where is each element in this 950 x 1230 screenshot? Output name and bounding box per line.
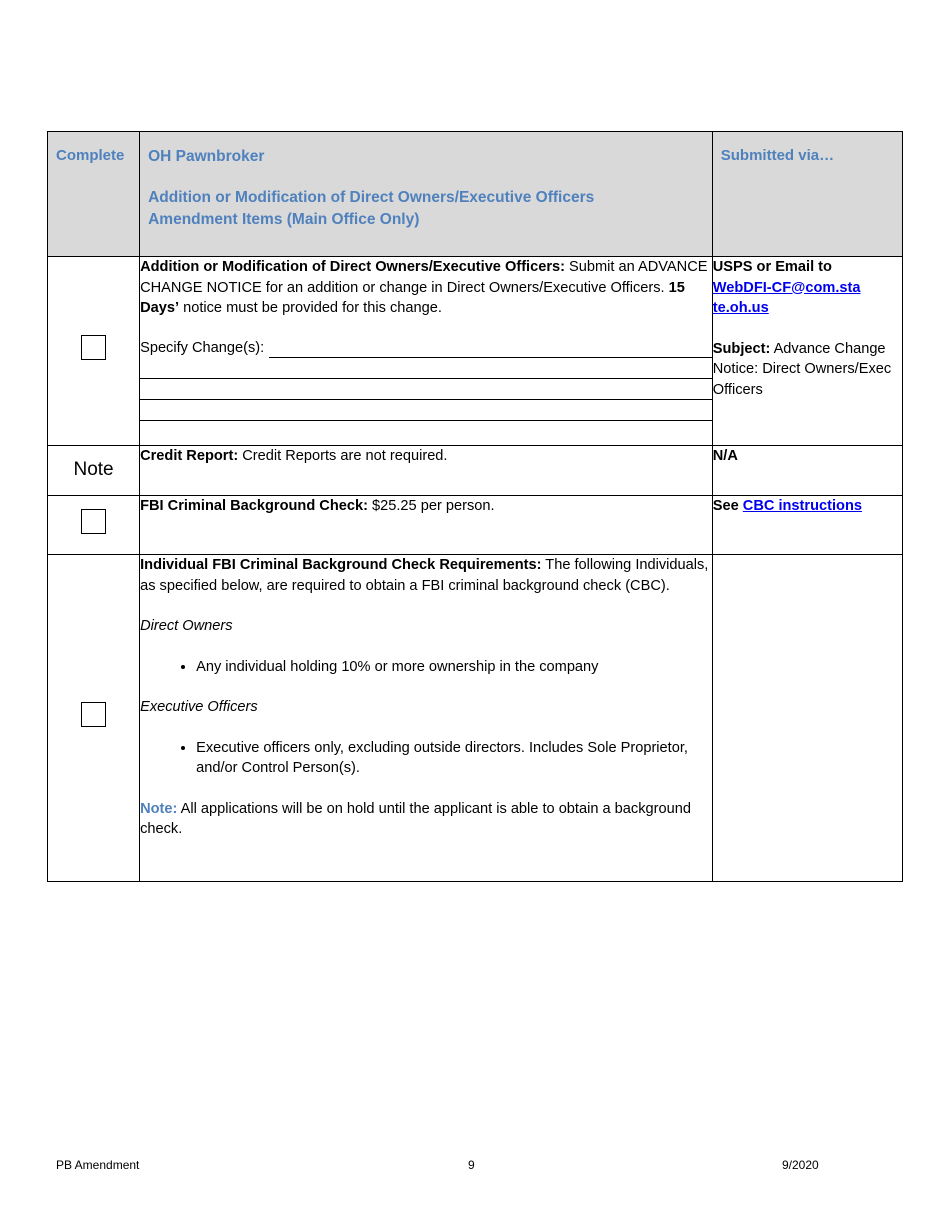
cbc-requirements-checkbox[interactable] (81, 702, 106, 727)
direct-owners-heading: Direct Owners (140, 618, 233, 634)
table-row (48, 496, 903, 555)
specify-change-label: Specify Change(s): (140, 339, 265, 356)
owner-change-title: Addition or Modification of Direct Owners/Executive Officers: (140, 259, 565, 275)
specify-change-row (140, 338, 712, 359)
header-program: OH Pawnbroker (148, 148, 265, 165)
requirement-cell (140, 257, 713, 446)
submission-cell (712, 257, 902, 446)
header-section-title-1: Addition or Modification of Direct Owners/Executive Officers (148, 189, 595, 206)
checkbox-cell (48, 257, 140, 446)
via-title: USPS or Email to (712, 259, 832, 275)
cbc-requirements-intro: Individual FBI Criminal Background Check Requirements: The following Individuals, as specified below, are required to obtain a FBI criminal background check (CBC). (140, 557, 709, 594)
fbi-check-checkbox[interactable] (81, 509, 106, 534)
specify-change-field[interactable] (269, 343, 712, 358)
table-row (48, 257, 903, 446)
cbc-requirements-via (712, 555, 902, 882)
list-item: • Any individual holding 10% or more ownership in the company (196, 657, 712, 678)
list-item: • Executive officers only, excluding outside directors. Includes Sole Proprietor, and/or Control Person(s). (196, 738, 712, 779)
email-subject: Subject: Advance Change Notice: Direct Owners/Exec Officers (712, 340, 892, 398)
header-complete: Complete (48, 132, 140, 257)
fbi-check-via: See CBC instructions (712, 496, 902, 555)
amendment-table (47, 131, 903, 882)
footer-date: 9/2020 (782, 1158, 819, 1172)
executive-officers-heading: Executive Officers (140, 699, 258, 715)
credit-report-via: N/A (712, 446, 902, 496)
owner-change-description: Addition or Modification of Direct Owners/Executive Officers: Submit an ADVANCE CHANGE NOTICE for an addition or change in Direct Owners/Executive Officers. 15 Days’ notice must be provided for this change. (140, 259, 708, 316)
credit-report-title: Credit Report: (140, 448, 239, 464)
cbc-note: Note: All applications will be on hold until the applicant is able to obtain a background check. (140, 800, 691, 837)
cbc-instructions-link[interactable]: CBC instructions (742, 498, 862, 514)
header-section-title-2: Amendment Items (Main Office Only) (148, 211, 420, 228)
specify-change-line-3[interactable] (140, 379, 712, 400)
note-label: Note (48, 446, 140, 496)
email-link[interactable]: WebDFI-CF@com.state.oh.us (712, 279, 861, 316)
credit-report-cell: Credit Report: Credit Reports are not required. (140, 446, 713, 496)
specify-change-line-4[interactable] (140, 400, 712, 421)
checkbox-cell (48, 496, 140, 555)
table-row (48, 446, 903, 496)
checkbox-cell (48, 555, 140, 882)
header-program-cell (140, 132, 713, 257)
specify-change-line-2[interactable] (140, 358, 712, 379)
cbc-requirements-cell (140, 555, 713, 882)
executive-officers-list (140, 738, 712, 779)
fbi-check-title: FBI Criminal Background Check: (140, 498, 368, 514)
table-row (48, 555, 903, 882)
table-header-row (48, 132, 903, 257)
header-submitted: Submitted via… (712, 132, 902, 257)
fbi-check-cell: FBI Criminal Background Check: $25.25 per person. (140, 496, 713, 555)
footer-page-number: 9 (468, 1158, 475, 1172)
owner-change-checkbox[interactable] (81, 335, 106, 360)
direct-owners-list (140, 657, 712, 678)
footer-left: PB Amendment (56, 1158, 140, 1172)
